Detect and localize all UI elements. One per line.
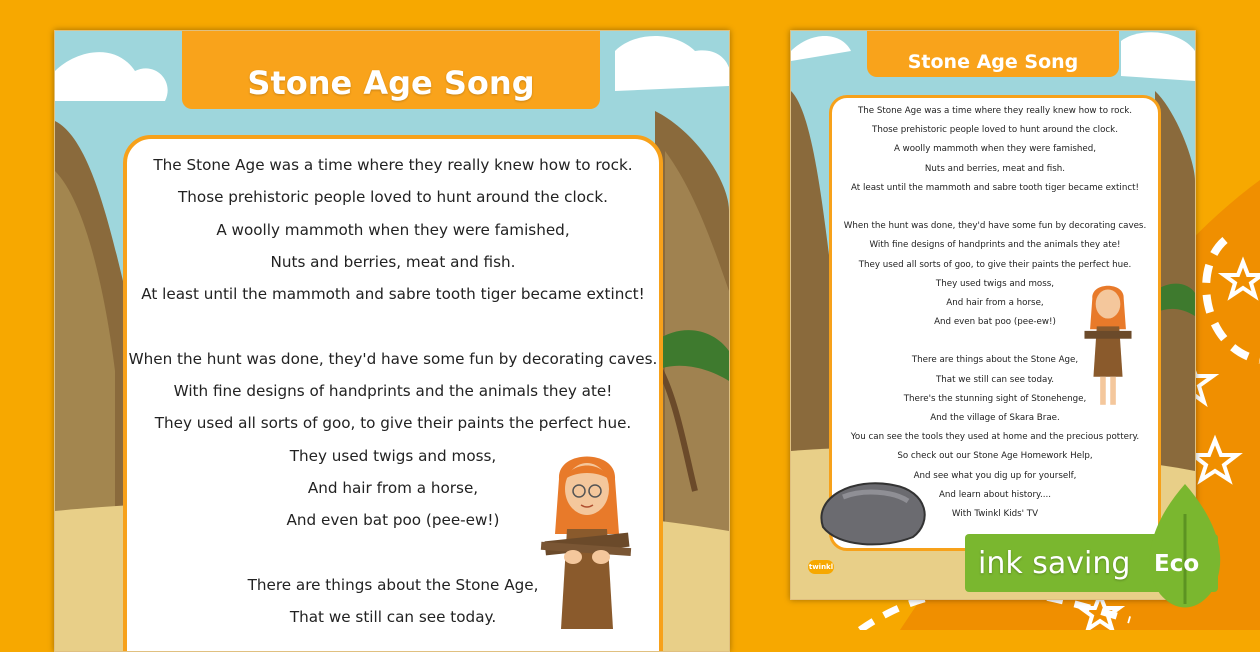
lyric-line: They used twigs and moss, xyxy=(289,446,497,465)
lyric-line: They used twigs and moss, xyxy=(935,278,1055,289)
lyric-line: At least until the mammoth and sabre tooth tiger became extinct! xyxy=(851,182,1139,193)
lyric-line: And hair from a horse, xyxy=(307,478,479,497)
lyric-line: There's the stunning sight of Stonehenge, xyxy=(903,393,1087,404)
lyric-line: That we still can see today. xyxy=(289,608,497,627)
page-title: Stone Age Song xyxy=(182,31,600,109)
lyric-line: Nuts and berries, meat and fish. xyxy=(924,163,1066,174)
lyric-line: The Stone Age was a time where they really knew how to rock. xyxy=(857,106,1133,116)
lyric-line-spacer xyxy=(127,310,659,342)
worksheet-preview-small xyxy=(790,30,1196,600)
ink-saving-text: ink saving xyxy=(978,546,1131,581)
lyric-line: Those prehistoric people loved to hunt around the clock. xyxy=(872,125,1118,136)
twinkl-logo: twinkl xyxy=(808,560,834,574)
lyric-line: With fine designs of handprints and the animals they ate! xyxy=(173,382,613,401)
lyric-line: At least until the mammoth and sabre tooth tiger became extinct! xyxy=(141,285,645,304)
lyric-line: The Stone Age was a time where they really knew how to rock. xyxy=(153,156,633,174)
lyric-line: So check out our Stone Age Homework Help, xyxy=(897,451,1093,462)
lyric-line: They used all sorts of goo, to give their paints the perfect hue. xyxy=(858,259,1132,270)
page-title: Stone Age Song xyxy=(867,31,1119,77)
worksheet-preview-large xyxy=(54,30,730,652)
lyric-line: And even bat poo (pee-ew!) xyxy=(286,511,500,530)
lyric-line: There are things about the Stone Age, xyxy=(247,575,539,594)
song-lyrics-panel xyxy=(123,135,663,652)
lyric-line: They used all sorts of goo, to give their paints the perfect hue. xyxy=(154,414,632,433)
lyric-line: Those prehistoric people loved to hunt around the clock. xyxy=(178,188,608,207)
lyric-line: With Twinkl Kids' TV xyxy=(951,508,1039,519)
lyric-line: And even bat poo (pee-ew!) xyxy=(934,317,1056,328)
lyric-line-spacer xyxy=(832,198,1158,217)
lyric-line: When the hunt was done, they'd have some fun by decorating caves. xyxy=(843,221,1147,232)
cave-girl-illustration xyxy=(1080,276,1136,416)
lyric-line: When the hunt was done, they'd have some fun by decorating caves. xyxy=(128,349,658,368)
lyric-line: And learn about history.... xyxy=(938,489,1051,500)
lyric-line: With fine designs of handprints and the animals they ate! xyxy=(869,240,1121,251)
lyric-line: And see what you dig up for yourself, xyxy=(913,470,1077,481)
cave-girl-illustration xyxy=(537,439,637,639)
lyric-line: A woolly mammoth when they were famished, xyxy=(893,144,1097,155)
eco-label: Eco xyxy=(1154,551,1200,577)
boulder-illustration xyxy=(813,477,933,547)
lyric-line: And hair from a horse, xyxy=(946,297,1044,308)
lyric-line: You can see the tools they used at home and the precious pottery. xyxy=(850,432,1140,443)
lyric-line: There are things about the Stone Age, xyxy=(911,355,1079,366)
lyric-line: And the village of Skara Brae. xyxy=(930,413,1060,423)
lyric-line: A woolly mammoth when they were famished, xyxy=(216,220,570,239)
lyric-line: Nuts and berries, meat and fish. xyxy=(270,252,516,271)
lyric-line: That we still can see today. xyxy=(935,374,1055,385)
